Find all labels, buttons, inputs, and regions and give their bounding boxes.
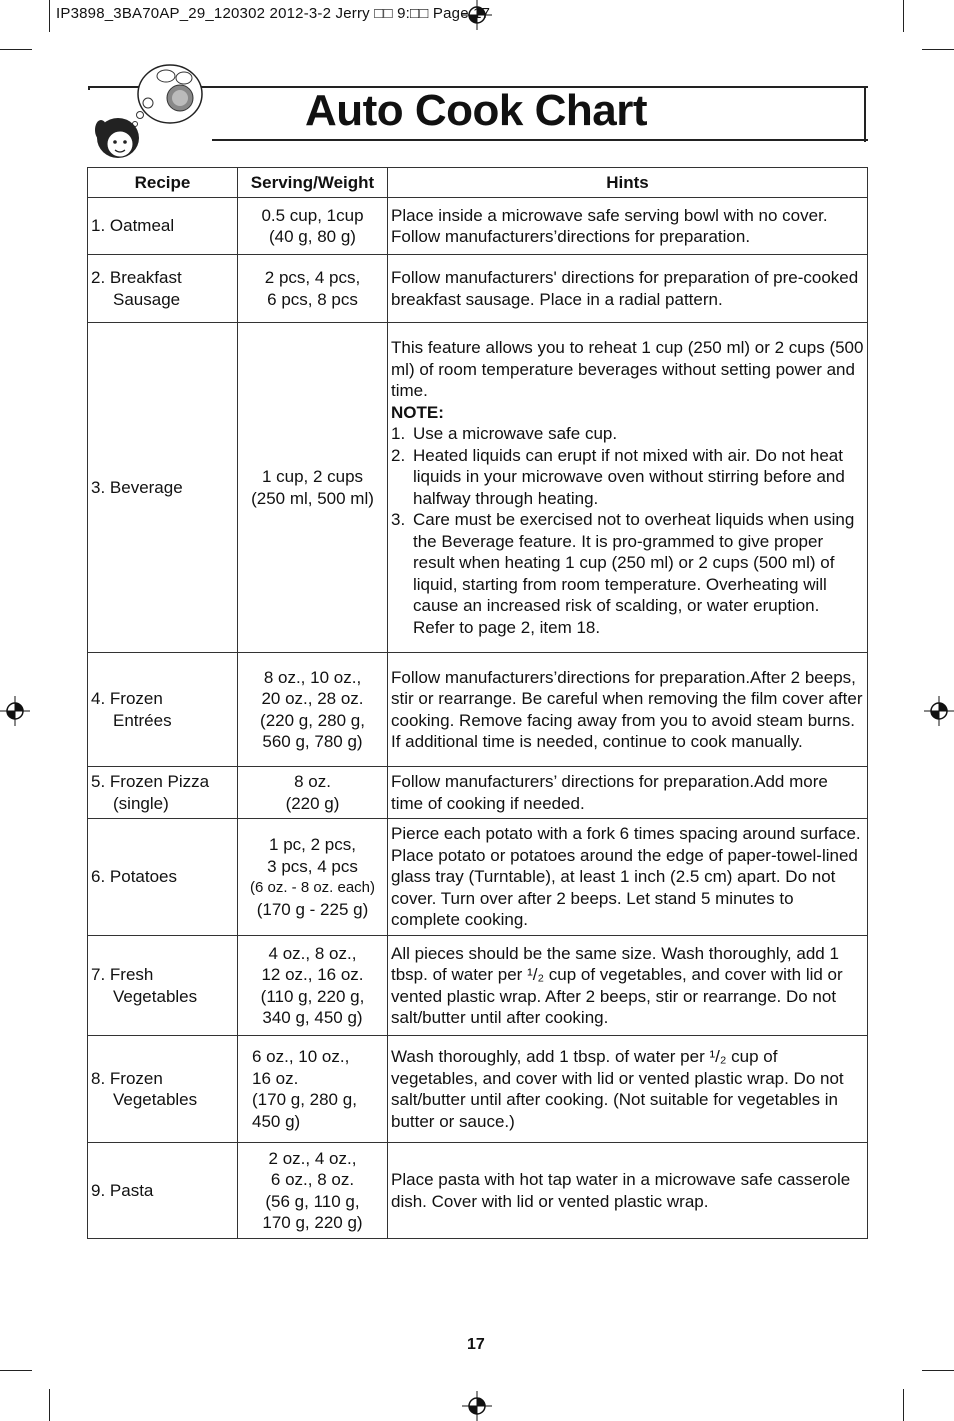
recipe-name: 5. Frozen Pizza xyxy=(91,772,210,791)
crop-mark xyxy=(49,0,50,32)
serving-line: 6 oz., 8 oz. xyxy=(270,1170,355,1189)
column-header-hints: Hints xyxy=(388,168,868,198)
recipe-cell xyxy=(88,323,238,653)
note-item xyxy=(391,509,864,638)
serving-line: 3 pcs, 4 pcs xyxy=(267,856,358,876)
table-row xyxy=(88,767,868,819)
recipe-cell xyxy=(88,653,238,767)
serving-cell xyxy=(238,323,388,653)
serving-cell xyxy=(238,1143,388,1239)
serving-line: 6 oz., 10 oz., xyxy=(252,1047,350,1066)
serving-line: 170 g, 220 g) xyxy=(262,1213,363,1232)
note-text: Use a microwave safe cup. xyxy=(413,424,618,443)
serving-cell xyxy=(238,255,388,323)
serving-line: (110 g, 220 g, xyxy=(260,986,365,1006)
recipe-name: 3. Beverage xyxy=(91,477,183,497)
serving-line: (250 ml, 500 ml) xyxy=(251,488,374,508)
hint-cell xyxy=(388,255,868,323)
serving-line: 1 pc, 2 pcs, xyxy=(269,835,356,854)
recipe-name: 1. Oatmeal xyxy=(91,216,175,236)
recipe-name: 2. Breakfast xyxy=(91,268,182,287)
title-frame-edge xyxy=(212,139,868,141)
table-row xyxy=(88,819,868,936)
hint-cell xyxy=(388,653,868,767)
registration-mark-icon xyxy=(0,696,30,726)
hint-text: Place inside a microwave safe serving bowl with no cover. Follow manufacturers’directions for preparation. xyxy=(391,205,828,246)
serving-line: (170 g - 225 g) xyxy=(256,899,369,919)
recipe-name: 8. Frozen xyxy=(91,1068,163,1088)
recipe-cell xyxy=(88,1036,238,1143)
hint-text: Pierce each potato with a fork 6 times spacing around surface. Place potato or potatoes around the edge of paper-towel-lined glass tray (Turntable), at least 1 inch (2.5 cm) apart. Do not cover. Turn over after 2 beeps. Let stand 5 minutes to complete cooking. xyxy=(391,824,861,930)
recipe-cell xyxy=(88,1143,238,1239)
table-row xyxy=(88,1036,868,1143)
serving-cell xyxy=(238,936,388,1036)
table-row xyxy=(88,198,868,255)
page-number: 17 xyxy=(467,1336,485,1353)
crop-mark xyxy=(0,49,32,50)
hint-text: Follow manufacturers’ directions for preparation.Add more time of cooking if needed. xyxy=(391,772,828,813)
crop-mark xyxy=(922,1370,954,1371)
serving-line: (220 g, 280 g, xyxy=(260,710,365,730)
recipe-name: Entrées xyxy=(113,710,172,730)
serving-line: 12 oz., 16 oz. xyxy=(261,965,364,984)
hint-cell xyxy=(388,198,868,255)
serving-line: 4 oz., 8 oz., xyxy=(268,943,357,963)
recipe-name: (single) xyxy=(113,793,169,813)
recipe-cell xyxy=(88,936,238,1036)
recipe-cell xyxy=(88,767,238,819)
note-item xyxy=(391,423,864,445)
serving-cell xyxy=(238,198,388,255)
recipe-name: Sausage xyxy=(113,289,181,309)
recipe-cell xyxy=(88,819,238,936)
serving-line: 1 cup, 2 cups xyxy=(261,467,364,486)
hint-text: Place pasta with hot tap water in a microwave safe casserole dish. Cover with lid or vented plastic wrap. xyxy=(391,1170,851,1211)
hint-text: Follow manufacturers' directions for preparation of pre-cooked breakfast sausage. Place in a radial pattern. xyxy=(391,268,859,309)
serving-cell xyxy=(238,1036,388,1143)
crop-mark xyxy=(903,0,904,32)
note-item xyxy=(391,445,864,510)
serving-line: 20 oz., 28 oz. xyxy=(261,689,364,708)
title-frame-edge xyxy=(864,86,866,142)
recipe-cell xyxy=(88,198,238,255)
serving-line: 450 g) xyxy=(252,1111,301,1131)
serving-cell xyxy=(238,767,388,819)
serving-cell xyxy=(238,819,388,936)
serving-line: 0.5 cup, 1cup xyxy=(261,205,364,225)
recipe-name: 9. Pasta xyxy=(91,1180,154,1200)
serving-line: 2 pcs, 4 pcs, xyxy=(264,268,361,287)
note-number: 2. xyxy=(391,445,406,465)
hint-cell xyxy=(388,819,868,936)
serving-line: 16 oz. xyxy=(252,1068,299,1088)
serving-line: (220 g) xyxy=(285,793,340,813)
column-header-serving: Serving/Weight xyxy=(238,168,388,198)
hint-text: This feature allows you to reheat 1 cup (250 ml) or 2 cups (500 ml) of room temperature beverages without setting power and time. xyxy=(391,338,864,400)
note-label: NOTE: xyxy=(391,402,444,422)
page-title: Auto Cook Chart xyxy=(305,86,648,135)
registration-mark-icon xyxy=(462,1391,492,1421)
hint-cell xyxy=(388,323,868,653)
table-row xyxy=(88,653,868,767)
recipe-name: Vegetables xyxy=(113,1090,198,1109)
chef-mascot-icon xyxy=(88,60,213,165)
serving-line: 340 g, 450 g) xyxy=(262,1008,363,1027)
recipe-name: 6. Potatoes xyxy=(91,867,178,887)
recipe-name: 7. Fresh xyxy=(91,965,154,984)
table-header-row xyxy=(88,168,868,198)
print-slug: IP3898_3BA70AP_29_120302 2012-3-2 Jerry □□ 9:□□ Page 17 xyxy=(56,5,491,22)
serving-line: 560 g, 780 g) xyxy=(262,732,363,751)
hint-text: Follow manufacturers’directions for preparation.After 2 beeps, stir or rearrange. Be careful when removing the film cover after cooking. Remove facing away from you to avoid steam burns. If additional time is needed, continue to cook manually. xyxy=(391,667,863,751)
hint-cell xyxy=(388,767,868,819)
column-header-recipe: Recipe xyxy=(88,168,238,198)
serving-line: (40 g, 80 g) xyxy=(269,227,356,246)
table-row xyxy=(88,255,868,323)
serving-line: (170 g, 280 g, xyxy=(252,1090,357,1109)
hint-cell xyxy=(388,936,868,1036)
hint-cell xyxy=(388,1036,868,1143)
serving-cell xyxy=(238,653,388,767)
table-row xyxy=(88,1143,868,1239)
note-number: 3. xyxy=(391,510,406,529)
hint-text: All pieces should be the same size. Wash thoroughly, add 1 tbsp. of water per ¹/₂ cup of vegetables, and cover with lid or vented plastic wrap. After 2 beeps, stir or rearrange. Do not salt/butter until after cooking. xyxy=(391,943,843,1027)
registration-mark-icon xyxy=(924,696,954,726)
note-number: 1. xyxy=(391,424,406,443)
serving-line: 8 oz. xyxy=(294,772,331,791)
serving-line: 6 pcs, 8 pcs xyxy=(267,289,358,309)
serving-line: 8 oz., 10 oz., xyxy=(263,667,362,687)
recipe-name: 4. Frozen xyxy=(91,689,163,708)
note-text: Care must be exercised not to overheat liquids when using the Beverage feature. It is pro-grammed to give proper result when heating 1 cup (250 ml) or 2 cups (500 ml) of liquid, starting from room temperature. Overheating will cause an increased risk of scalding, or water eruption. Refer to page 2, item 18. xyxy=(413,510,855,637)
crop-mark xyxy=(49,1389,50,1421)
serving-line: (6 oz. - 8 oz. each) xyxy=(249,879,376,896)
crop-mark xyxy=(903,1389,904,1421)
auto-cook-table xyxy=(87,167,868,1239)
note-text: Heated liquids can erupt if not mixed with air. Do not heat liquids in your microwave oven without stirring before and halfway through heating. xyxy=(413,445,845,508)
crop-mark xyxy=(922,49,954,50)
table-row xyxy=(88,936,868,1036)
crop-mark xyxy=(0,1370,32,1371)
recipe-cell xyxy=(88,255,238,323)
serving-line: (56 g, 110 g, xyxy=(265,1191,360,1211)
serving-line: 2 oz., 4 oz., xyxy=(268,1148,357,1168)
hint-text: Wash thoroughly, add 1 tbsp. of water per ¹/₂ cup of vegetables, and cover with lid or vented plastic wrap. Do not salt/butter until after cooking. (Not suitable for vegetables in butter or sauce.) xyxy=(391,1047,844,1131)
hint-cell xyxy=(388,1143,868,1239)
table-row xyxy=(88,323,868,653)
recipe-name: Vegetables xyxy=(113,986,198,1006)
